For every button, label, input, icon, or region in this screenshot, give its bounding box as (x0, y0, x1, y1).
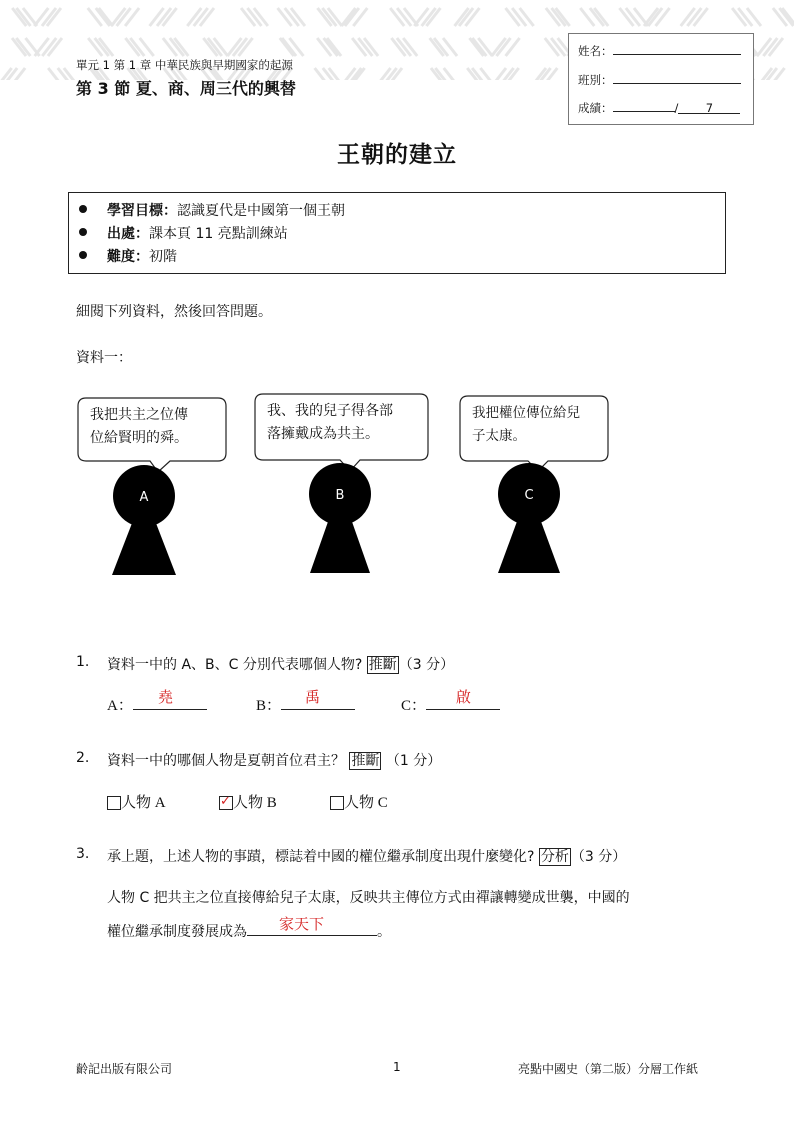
section-title: 第 3 節 夏、商、周三代的興替 (76, 79, 296, 98)
marks-label: （3 分） (398, 657, 455, 673)
question-1 (76, 654, 455, 673)
score-field[interactable] (613, 99, 675, 112)
person-c-silhouette (498, 463, 560, 573)
score-row (578, 99, 740, 116)
goal-item-objective (79, 200, 345, 220)
score-slash: / (674, 101, 679, 115)
goal-text: 認識夏代是中國第一個王朝 (177, 203, 345, 219)
skill-tag: 推斷 (368, 657, 397, 673)
goal-item-source (79, 223, 288, 243)
question-text: 資料一中的哪個人物是夏朝首位君主？ (107, 753, 345, 769)
bullet-icon (79, 251, 87, 259)
answer-3-prefix: 權位繼承制度發展成為 (107, 924, 247, 940)
question-text: 承上題，上述人物的事蹟，標誌着中國的權位繼承制度出現什麼變化? (107, 849, 535, 865)
answer-a-row (107, 694, 207, 715)
figure-label-a: A (139, 490, 149, 505)
footer-book-title: 亮點中國史（第二版）分層工作紙 (518, 1062, 699, 1076)
speech-text-c: 我把權位傳位給兒 子太康。 (472, 405, 580, 444)
answer-3-end: 。 (377, 924, 391, 940)
answer-b-label: B： (256, 698, 282, 714)
question-number: 3. (76, 846, 90, 862)
option-label: 人物 C (344, 795, 388, 811)
skill-tag: 推斷 (351, 753, 380, 769)
check-mark-icon: ✓ (220, 793, 231, 809)
worksheet-title: 王朝的建立 (337, 142, 457, 168)
speech-text-b: 我、我的兒子得各部 落擁戴成為共主。 (267, 403, 393, 442)
goal-text: 初階 (149, 249, 177, 265)
marks-label: （3 分） (570, 849, 627, 865)
person-b-silhouette (309, 463, 371, 573)
goal-label: 出處： (107, 226, 149, 242)
class-label: 班別： (578, 73, 613, 87)
figure-label-b: B (335, 488, 345, 503)
bullet-icon (79, 228, 87, 236)
answer-a-value: 堯 (158, 688, 174, 706)
answer-a-label: A： (107, 698, 133, 714)
learning-goals-box (68, 192, 726, 274)
name-label: 姓名： (578, 44, 613, 58)
skill-tag: 分析 (540, 849, 569, 865)
option-c[interactable] (330, 791, 388, 812)
answer-3-blank[interactable] (247, 915, 377, 936)
unit-chapter-line: 單元 1 第 1 章 中華民族與早期國家的起源 (76, 58, 293, 72)
option-a[interactable] (107, 791, 166, 812)
checkbox-c[interactable] (330, 796, 344, 810)
goal-label: 學習目標： (107, 203, 177, 219)
answer-3-line-1: 人物 C 把共主之位直接傳給兒子太康，反映共主傳位方式由禪讓轉變成世襲，中國的 (107, 890, 630, 906)
question-text: 資料一中的 A、B、C 分別代表哪個人物? (107, 657, 363, 673)
class-field[interactable] (613, 71, 741, 84)
option-label: 人物 B (233, 795, 277, 811)
figure-label-c: C (524, 488, 534, 503)
footer-publisher: 齡記出版有限公司 (76, 1062, 173, 1076)
option-label: 人物 A (121, 795, 166, 811)
answer-c-row (401, 694, 500, 715)
name-row (578, 42, 741, 59)
answer-c-label: C： (401, 698, 427, 714)
goal-item-difficulty (79, 246, 177, 266)
instruction-text: 細閱下列資料，然後回答問題。 (76, 304, 272, 320)
goal-text: 課本頁 11 亮點訓練站 (149, 226, 288, 242)
question-2 (76, 750, 442, 769)
answer-c-value: 啟 (456, 688, 472, 706)
marks-label: （1 分） (385, 753, 442, 769)
student-info-box (568, 33, 754, 125)
option-b[interactable] (219, 791, 277, 812)
speech-text-a: 我把共主之位傳 位給賢明的舜。 (90, 407, 188, 446)
checkbox-b[interactable] (219, 793, 233, 810)
question-number: 2. (76, 750, 90, 766)
question-3 (76, 846, 627, 865)
answer-3-line-2 (107, 915, 391, 941)
bullet-icon (79, 205, 87, 213)
checkbox-a[interactable] (107, 796, 121, 810)
answer-3-value: 家天下 (279, 915, 325, 933)
person-a-silhouette (112, 465, 176, 575)
question-number: 1. (76, 654, 90, 670)
name-field[interactable] (613, 42, 741, 55)
class-row (578, 71, 741, 88)
source-label: 資料一： (76, 350, 132, 366)
answer-b-value: 禹 (305, 688, 321, 706)
goal-label: 難度： (107, 249, 149, 265)
footer-page-number: 1 (393, 1060, 401, 1074)
score-label: 成績： (578, 101, 613, 115)
score-total: 7 (678, 101, 740, 114)
